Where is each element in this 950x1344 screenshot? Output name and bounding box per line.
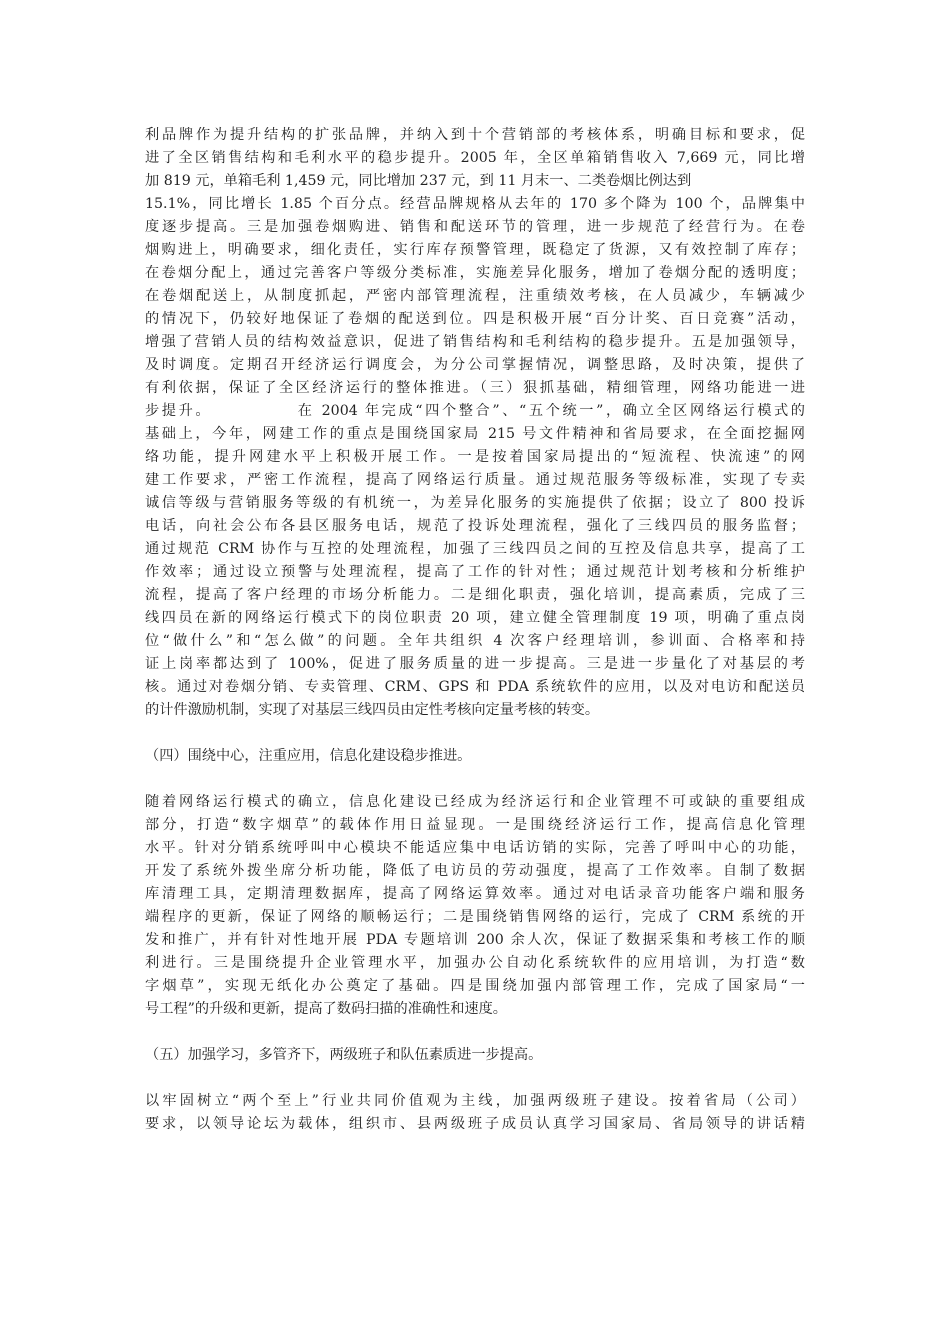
text-line: 的情况下，仍较好地保证了卷烟的配送到位。四是积极开展“百分计奖、百日竞赛”活动， [145,311,805,327]
text-line: 作效率；通过设立预警与处理流程，提高了工作的针对性；通过规范计划考核和分析维护 [145,564,805,580]
text-line: 流程，提高了客户经理的市场分析能力。二是细化职责，强化培训，提高素质，完成了三 [145,587,805,603]
text-line: 建工作要求，严密工作流程，提高了网络运行质量。通过规范服务等级标准，实现了专卖 [145,472,805,488]
text-line: 加 819 元，单箱毛利 1,459 元，同比增加 237 元，到 11 月末一、二类卷烟比例达到 [145,173,692,189]
text-line: 步提升。 在 2004 年完成“四个整合”、“五个统一”，确立全区网络运行模式的 [145,403,805,419]
text-line: 核。通过对卷烟分销、专卖管理、CRM、GPS 和 PDA 系统软件的应用，以及对电访和配送员 [145,679,805,695]
text-line: 随着网络运行模式的确立，信息化建设已经成为经济运行和企业管理不可或缺的重要组成 [145,794,805,810]
paragraph-spacer [145,768,805,791]
text-line: 号工程”的升级和更新，提高了数码扫描的准确性和速度。 [145,1001,507,1017]
text-line: 利进行。三是围绕提升企业管理水平，加强办公自动化系统软件的应用培训，为打造“数 [145,955,805,971]
section-heading-4: （四）围绕中心，注重应用，信息化建设稳步推进。 [145,748,472,764]
text-line: 增强了营销人员的结构效益意识，促进了销售结构和毛利结构的稳步提升。五是加强领导， [145,334,805,350]
text-line: 电话，向社会公布各县区服务电话，规范了投诉处理流程，强化了三线四员的服务监督； [145,518,805,534]
text-line: 及时调度。定期召开经济运行调度会，为分公司掌握情况，调整思路，及时决策，提供了 [145,357,805,373]
text-line: 进了全区销售结构和毛利水平的稳步提升。2005 年，全区单箱销售收入 7,669 元，同比增 [145,150,805,166]
text-line: 有利依据，保证了全区经济运行的整体推进。（三）狠抓基础，精细管理，网络功能进一进 [145,380,805,396]
text-line: 发和推广，并有针对性地开展 PDA 专题培训 200 余人次，保证了数据采集和考核工作的顺 [145,932,805,948]
text-line: 库清理工具，定期清理数据库，提高了网络运算效率。通过对电话录音功能客户端和服务 [145,886,805,902]
text-line: 在卷烟分配上，通过完善客户等级分类标准，实施差异化服务，增加了卷烟分配的透明度； [145,265,805,281]
text-line: 字烟草”，实现无纸化办公奠定了基础。四是围绕加强内部管理工作，完成了国家局“一 [145,978,805,994]
text-line: 15.1%，同比增长 1.85 个百分点。经营品牌规格从去年的 170 多个降为 100 个，品牌集中 [145,196,805,212]
text-line: 要求，以领导论坛为载体，组织市、县两级班子成员认真学习国家局、省局领导的讲话精 [145,1116,805,1132]
paragraph-team-building [145,1090,805,1136]
text-line: 在卷烟配送上，从制度抓起，严密内部管理流程，注重绩效考核，在人员减少，车辆减少 [145,288,805,304]
text-line: 的计件激励机制，实现了对基层三线四员由定性考核向定量考核的转变。 [145,702,600,718]
text-line: 水平。针对分销系统呼叫中心模块不能适应集中电话访销的实际，完善了呼叫中心的功能， [145,840,805,856]
text-line: 络功能，提升网建水平上积极开展工作。一是按着国家局提出的“短流程、快流速”的网 [145,449,805,465]
text-line: 位“做什么”和“怎么做”的问题。全年共组织 4 次客户经理培训，参训面、合格率和持 [145,633,805,649]
text-line: 端程序的更新，保证了网络的顺畅运行；二是围绕销售网络的运行，完成了 CRM 系统的开 [145,909,805,925]
text-line: 通过规范 CRM 协作与互控的处理流程，加强了三线四员之间的互控及信息共享，提高了工 [145,541,805,557]
text-line: 烟购进上，明确要求，细化责任，实行库存预警管理，既稳定了货源，又有效控制了库存； [145,242,805,258]
document-page [145,124,805,1136]
text-line: 度逐步提高。三是加强卷烟购进、销售和配送环节的管理，进一步规范了经营行为。在卷 [145,219,805,235]
paragraph-spacer [145,1021,805,1044]
text-line: 证上岗率都达到了 100%，促进了服务质量的进一步提高。三是进一步量化了对基层的考 [145,656,805,672]
text-line: 以牢固树立“两个至上”行业共同价值观为主线，加强两级班子建设。按着省局（公司） [145,1093,805,1109]
text-line: 开发了系统外拨坐席分析功能，降低了电访员的劳动强度，提高了工作效率。自制了数据 [145,863,805,879]
text-line: 基础上，今年，网建工作的重点是围绕国家局 215 号文件精神和省局要求，在全面挖掘网 [145,426,805,442]
paragraph-spacer [145,722,805,745]
section-heading-5: （五）加强学习，多管齐下，两级班子和队伍素质进一步提高。 [145,1047,543,1063]
text-line: 利品牌作为提升结构的扩张品牌，并纳入到十个营销部的考核体系，明确目标和要求，促 [145,127,805,143]
paragraph-spacer [145,1067,805,1090]
text-line: 诚信等级与营销服务等级的有机统一，为差异化服务的实施提供了依据；设立了 800 投诉 [145,495,805,511]
paragraph-informatization [145,791,805,1021]
text-line: 部分，打造“数字烟草”的载体作用日益显现。一是围绕经济运行工作，提高信息化管理 [145,817,805,833]
paragraph-economic-operation [145,124,805,722]
text-line: 线四员在新的网络运行模式下的岗位职责 20 项，建立健全管理制度 19 项，明确了重点岗 [145,610,805,626]
